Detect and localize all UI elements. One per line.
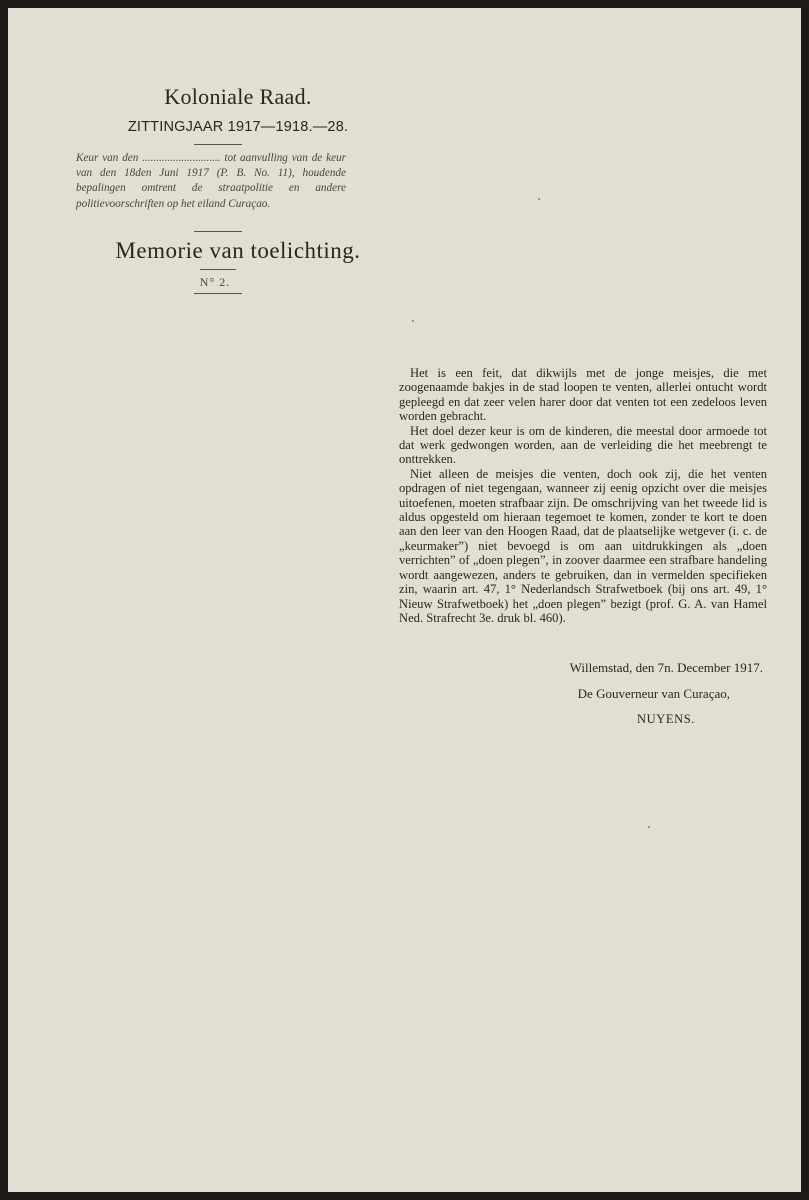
paper-speck	[648, 826, 650, 828]
place-date: Willemstad, den 7n. December 1917.	[569, 660, 763, 675]
paragraph: Het is een feit, dat dikwijls met de jonge meisjes, die met zoogenaamde bakjes in de stad loopen te venten, allerlei ontucht wordt gepleegd en dat zeer velen harer door dat venten tot een zedeloos leven worden gebracht.	[399, 366, 767, 424]
document-page	[8, 8, 801, 1192]
memorandum-body	[399, 366, 767, 625]
signatory-title: De Gouverneur van Curaçao,	[577, 686, 730, 701]
divider	[194, 293, 242, 294]
bill-subject: Keur van den ............................ tot aanvulling van de keur van den 18den Juni 1917 (P. B. No. 11), houdende bepalingen omtrent de straatpolitie en andere politievoorschriften op het eiland Curaçao.	[76, 152, 346, 210]
paragraph: Het doel dezer keur is om de kinderen, die meestal door armoede tot dat werk gedwongen worden, aan de verleiding die het meebrengt te onttrekken.	[399, 423, 767, 467]
paragraph: Niet alleen de meisjes die venten, doch ook zij, die het venten opdragen of niet tegengaan, wanneer zij eenig opzicht over die meisjes uitoefenen, moeten strafbaar zijn. De omschrijving van het tweede lid is aldus opgesteld om hieraan tegemoet te komen, zonder te kort te doen aan den leer van den Hoogen Raad, dat de plaatselijke wetgever (i. c. de „keurmaker”) niet bevoegd is om aan uitdrukkingen als „doen verrichten” of „doen plegen”, in zoover daarmee een strafbare handeling wordt aangewezen, anders te gebruiken, dan in vermelden specifieken zin, waarin art. 47, 1° Nederlandsch Strafwetboek (bij ons art. 49, 1° Nieuw Strafwetboek) het „doen plegen” bezigt (prof. G. A. van Hamel Ned. Strafrecht 3e. druk bl. 460).	[399, 466, 767, 625]
divider	[200, 269, 236, 270]
memorandum-heading: Memorie van toelichting.	[115, 238, 361, 263]
paper-speck	[412, 320, 414, 322]
signatory-name: NUYENS.	[636, 712, 695, 726]
session-year: ZITTINGJAAR 1917—1918.—28.	[127, 119, 349, 135]
paper-speck	[538, 198, 540, 200]
document-number: N° 2.	[199, 275, 231, 289]
council-title: Koloniale Raad.	[164, 84, 312, 109]
divider	[194, 231, 242, 232]
divider	[194, 144, 242, 145]
